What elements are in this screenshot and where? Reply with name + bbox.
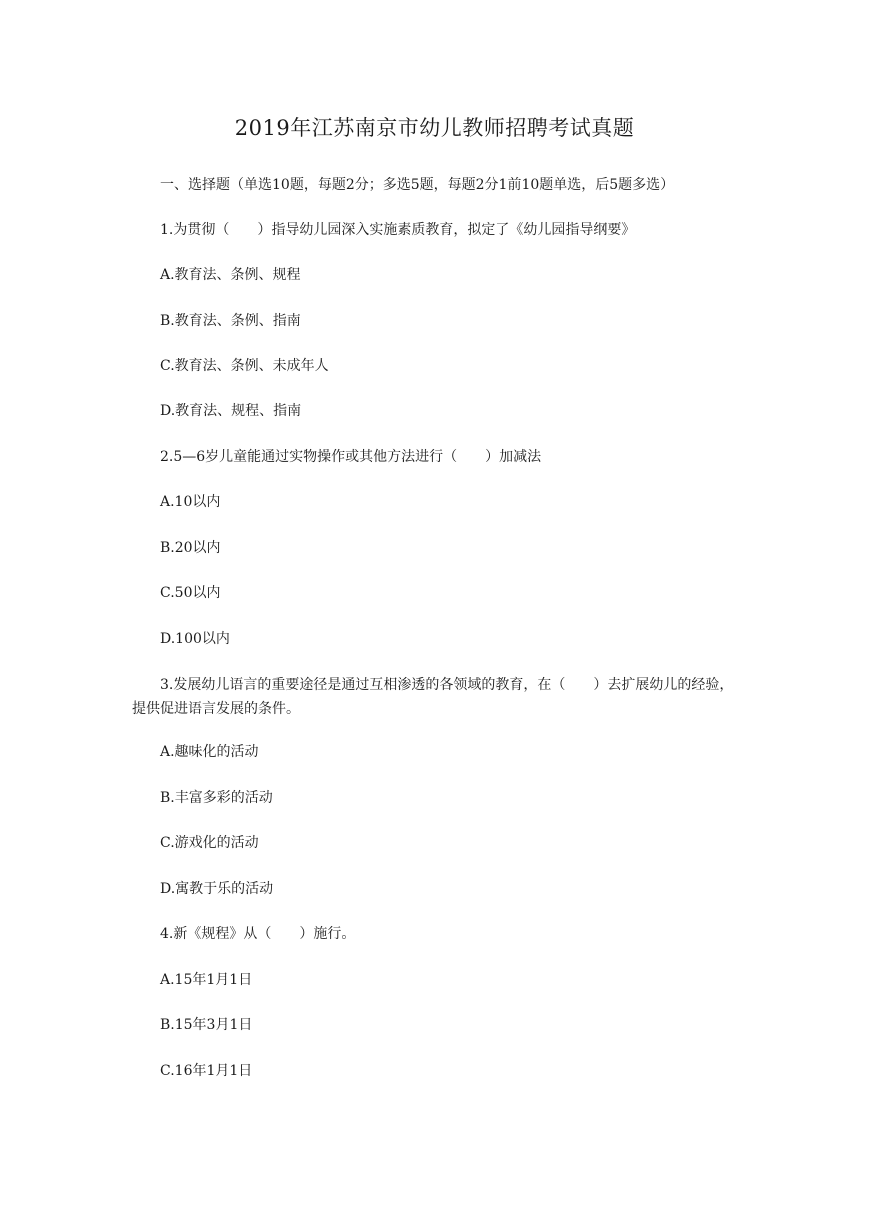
question-stem: 2.5—6岁儿童能通过实物操作或其他方法进行（ ）加减法 <box>160 449 542 465</box>
question-option: B.教育法、条例、指南 <box>160 313 301 329</box>
question-option: A.趣味化的活动 <box>160 744 259 760</box>
question-option: C.16年1月1日 <box>160 1063 253 1079</box>
question-stem: 1.为贯彻（ ）指导幼儿园深入实施素质教育，拟定了《幼儿园指导纲要》 <box>160 222 636 238</box>
question-option: D.寓教于乐的活动 <box>160 881 274 897</box>
question-option: B.15年3月1日 <box>160 1017 253 1033</box>
question-option: A.15年1月1日 <box>160 972 253 988</box>
question-option: A.教育法、条例、规程 <box>160 267 301 283</box>
question-option: C.游戏化的活动 <box>160 835 259 851</box>
question-stem: 4.新《规程》从（ ）施行。 <box>160 926 356 942</box>
question-option: A.10以内 <box>160 494 221 510</box>
question-option: B.20以内 <box>160 540 221 556</box>
question-option: C.50以内 <box>160 585 221 601</box>
question-option: D.100以内 <box>160 631 230 647</box>
question-option: B.丰富多彩的活动 <box>160 790 273 806</box>
question-stem: 3.发展幼儿语言的重要途径是通过互相渗透的各领域的教育，在（ ）去扩展幼儿的经验，提供促进语言发展的条件。 <box>132 677 734 717</box>
question-option: C.教育法、条例、未成年人 <box>160 358 329 374</box>
question-option: D.教育法、规程、指南 <box>160 403 302 419</box>
section-heading: 一、选择题（单选10题，每题2分；多选5题，每题2分1前10题单选，后5题多选） <box>160 177 675 193</box>
document-title: 2019年江苏南京市幼儿教师招聘考试真题 <box>234 116 635 140</box>
